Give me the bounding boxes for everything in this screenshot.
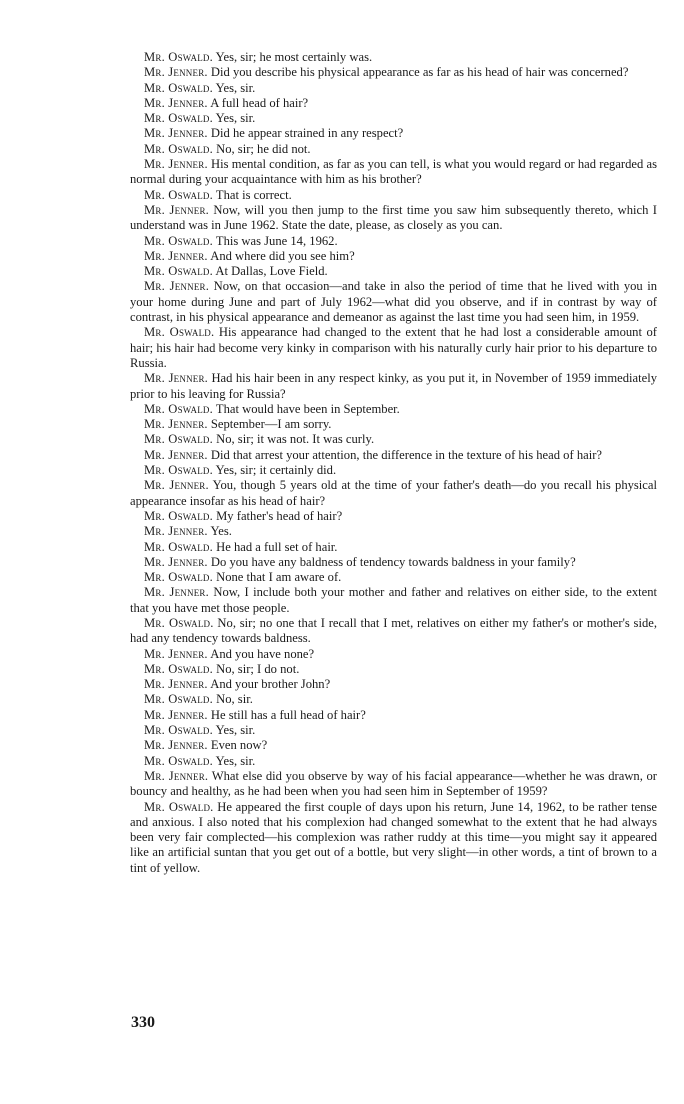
testimony-paragraph: [130, 402, 657, 417]
speaker-name: Mr. Oswald.: [144, 539, 213, 554]
speaker-name: Mr. Jenner.: [144, 585, 209, 600]
testimony-paragraph: [130, 555, 657, 570]
testimony-paragraph: [130, 738, 657, 753]
testimony-paragraph: [130, 157, 657, 188]
speaker-name: Mr. Oswald.: [144, 753, 213, 768]
speaker-name: Mr. Jenner.: [144, 707, 208, 722]
speaker-name: Mr. Oswald.: [144, 615, 214, 630]
testimony-paragraph: [130, 432, 657, 447]
testimony-text: No, sir; he did not.: [216, 141, 311, 156]
testimony-paragraph: [130, 769, 657, 800]
testimony-text: And where did you see him?: [210, 248, 355, 263]
testimony-paragraph: [130, 524, 657, 539]
speaker-name: Mr. Jenner.: [144, 279, 210, 294]
testimony-text: He appeared the first couple of days upon his return, June 14, 1962, to be rather tense and anxious. I also noted that his complexion had changed somewhat to the extent that he had always been very fair complected—his complexion was rather ruddy at this time—you might say it appeared like an artificial suntan that you get out of a bottle, but very slight—in other words, a tint of brown to a tint of yellow.: [130, 799, 657, 875]
speaker-name: Mr. Jenner.: [144, 248, 208, 263]
testimony-text: My father's head of hair?: [216, 508, 343, 523]
speaker-name: Mr. Jenner.: [144, 524, 208, 539]
testimony-paragraph: [130, 111, 657, 126]
testimony-text: His appearance had changed to the extent that he had lost a considerable amount of hair; his hair had become very kinky in comparison with his naturally curly hair prior to his departure to Russia.: [130, 325, 657, 370]
testimony-text: Yes, sir; he most certainly was.: [215, 50, 373, 64]
speaker-name: Mr. Oswald.: [144, 325, 215, 340]
testimony-text: No, sir.: [216, 692, 253, 707]
speaker-name: Mr. Oswald.: [144, 799, 214, 814]
testimony-text: And you have none?: [210, 646, 315, 661]
testimony-paragraph: [130, 662, 657, 677]
speaker-name: Mr. Oswald.: [144, 50, 213, 64]
testimony-text: Did you describe his physical appearance as far as his head of hair was concerned?: [210, 65, 629, 80]
testimony-paragraph: [130, 371, 657, 402]
testimony-text: Now, will you then jump to the first time you saw him subsequently thereto, which I understand was in June 1962. State the date, please, as closely as you can.: [130, 202, 657, 233]
testimony-paragraph: [130, 264, 657, 279]
speaker-name: Mr. Jenner.: [144, 417, 208, 432]
testimony-paragraph: [130, 708, 657, 723]
page-number: 330: [131, 1014, 155, 1031]
testimony-text: He had a full set of hair.: [216, 539, 338, 554]
testimony-paragraph: [130, 754, 657, 769]
speaker-name: Mr. Jenner.: [144, 371, 209, 386]
testimony-text: Now, I include both your mother and father and relatives on either side, to the extent that you have met those people.: [130, 585, 658, 615]
testimony-paragraph: [130, 692, 657, 707]
testimony-paragraph: [130, 203, 657, 234]
testimony-text: And your brother John?: [210, 677, 331, 692]
testimony-paragraph: [130, 647, 657, 662]
testimony-text: You, though 5 years old at the time of your father's death—do you recall his physical appearance insofar as his head of hair?: [130, 478, 657, 508]
testimony-paragraph: [130, 585, 657, 616]
testimony-text: What else did you observe by way of his facial appearance—whether he was drawn, or bouncy and healthy, as he had been when you had seen him in September of 1959?: [130, 768, 658, 799]
testimony-text: That is correct.: [215, 187, 292, 202]
testimony-paragraph: [130, 463, 657, 478]
testimony-paragraph: [130, 325, 657, 371]
testimony-paragraph: [130, 570, 657, 585]
speaker-name: Mr. Oswald.: [144, 508, 213, 523]
speaker-name: Mr. Oswald.: [144, 111, 213, 126]
speaker-name: Mr. Oswald.: [144, 233, 213, 248]
testimony-paragraph: [130, 96, 657, 111]
speaker-name: Mr. Oswald.: [144, 80, 213, 95]
testimony-paragraph: [130, 478, 657, 509]
testimony-text: Did he appear strained in any respect?: [210, 126, 404, 141]
testimony-paragraph: [130, 126, 657, 141]
testimony-paragraph: [130, 417, 657, 432]
testimony-paragraph: [130, 616, 657, 647]
testimony-paragraph: [130, 723, 657, 738]
testimony-text: Now, on that occasion—and take in also the period of time that he lived with you in your home during June and part of July 1962—what did you observe, and if in contrast by way of contrast, in his physical appearance and demeanor as against the last time you had seen him, in 1959.: [130, 279, 658, 325]
testimony-text: That would have been in September.: [215, 401, 400, 416]
testimony-text: Yes, sir.: [215, 80, 256, 95]
testimony-text: This was June 14, 1962.: [215, 233, 338, 248]
testimony-text: No, sir; I do not.: [216, 661, 300, 676]
testimony-text: He still has a full head of hair?: [210, 707, 366, 722]
speaker-name: Mr. Jenner.: [144, 677, 208, 692]
testimony-text: Yes, sir.: [215, 753, 256, 768]
speaker-name: Mr. Jenner.: [144, 202, 209, 217]
testimony-text: September—I am sorry.: [210, 417, 332, 432]
speaker-name: Mr. Jenner.: [144, 65, 208, 80]
speaker-name: Mr. Jenner.: [144, 646, 208, 661]
speaker-name: Mr. Jenner.: [144, 157, 208, 172]
testimony-text: Yes, sir.: [215, 111, 256, 126]
speaker-name: Mr. Jenner.: [144, 447, 208, 462]
testimony-paragraph: [130, 800, 657, 876]
testimony-paragraph: [130, 509, 657, 524]
speaker-name: Mr. Oswald.: [144, 463, 213, 478]
speaker-name: Mr. Oswald.: [144, 432, 213, 447]
testimony-text: A full head of hair?: [210, 95, 309, 110]
testimony-paragraph: [130, 540, 657, 555]
testimony-text: Did that arrest your attention, the difference in the texture of his head of hair?: [210, 447, 602, 462]
testimony-text: No, sir; it was not. It was curly.: [216, 432, 375, 447]
testimony-paragraph: [130, 677, 657, 692]
testimony-paragraph: [130, 448, 657, 463]
testimony-text: Even now?: [210, 738, 268, 753]
testimony-text: At Dallas, Love Field.: [215, 264, 328, 279]
speaker-name: Mr. Jenner.: [144, 95, 208, 110]
speaker-name: Mr. Oswald.: [144, 264, 213, 279]
testimony-text: Yes.: [210, 524, 232, 539]
testimony-text: His mental condition, as far as you can tell, is what you would regard or had regarded as normal during your acquaintance with him as his brother?: [130, 157, 657, 187]
testimony-paragraph: [130, 81, 657, 96]
testimony-paragraph: [130, 279, 657, 325]
speaker-name: Mr. Oswald.: [144, 187, 213, 202]
testimony-text: None that I am aware of.: [216, 570, 342, 585]
testimony-text: Had his hair been in any respect kinky, as you put it, in November of 1959 immediately prior to his leaving for Russia?: [130, 371, 657, 401]
testimony-text: Yes, sir; it certainly did.: [215, 463, 337, 478]
speaker-name: Mr. Oswald.: [144, 661, 213, 676]
testimony-text: No, sir; no one that I recall that I met, relatives on either my father's or mother's side, had any tendency towards baldness.: [130, 615, 657, 646]
testimony-paragraph: [130, 50, 657, 65]
testimony-paragraph: [130, 142, 657, 157]
speaker-name: Mr. Jenner.: [144, 126, 208, 141]
testimony-paragraph: [130, 65, 657, 80]
speaker-name: Mr. Jenner.: [144, 554, 208, 569]
testimony-paragraph: [130, 234, 657, 249]
speaker-name: Mr. Jenner.: [144, 738, 208, 753]
speaker-name: Mr. Jenner.: [144, 768, 209, 783]
transcript-page: [130, 50, 657, 876]
testimony-text: Do you have any baldness of tendency towards baldness in your family?: [210, 554, 576, 569]
testimony-text: Yes, sir.: [215, 723, 256, 738]
speaker-name: Mr. Oswald.: [144, 723, 213, 738]
speaker-name: Mr. Oswald.: [144, 141, 213, 156]
speaker-name: Mr. Oswald.: [144, 570, 213, 585]
testimony-paragraph: [130, 188, 657, 203]
speaker-name: Mr. Jenner.: [144, 478, 209, 493]
speaker-name: Mr. Oswald.: [144, 401, 213, 416]
testimony-paragraph: [130, 249, 657, 264]
speaker-name: Mr. Oswald.: [144, 692, 213, 707]
